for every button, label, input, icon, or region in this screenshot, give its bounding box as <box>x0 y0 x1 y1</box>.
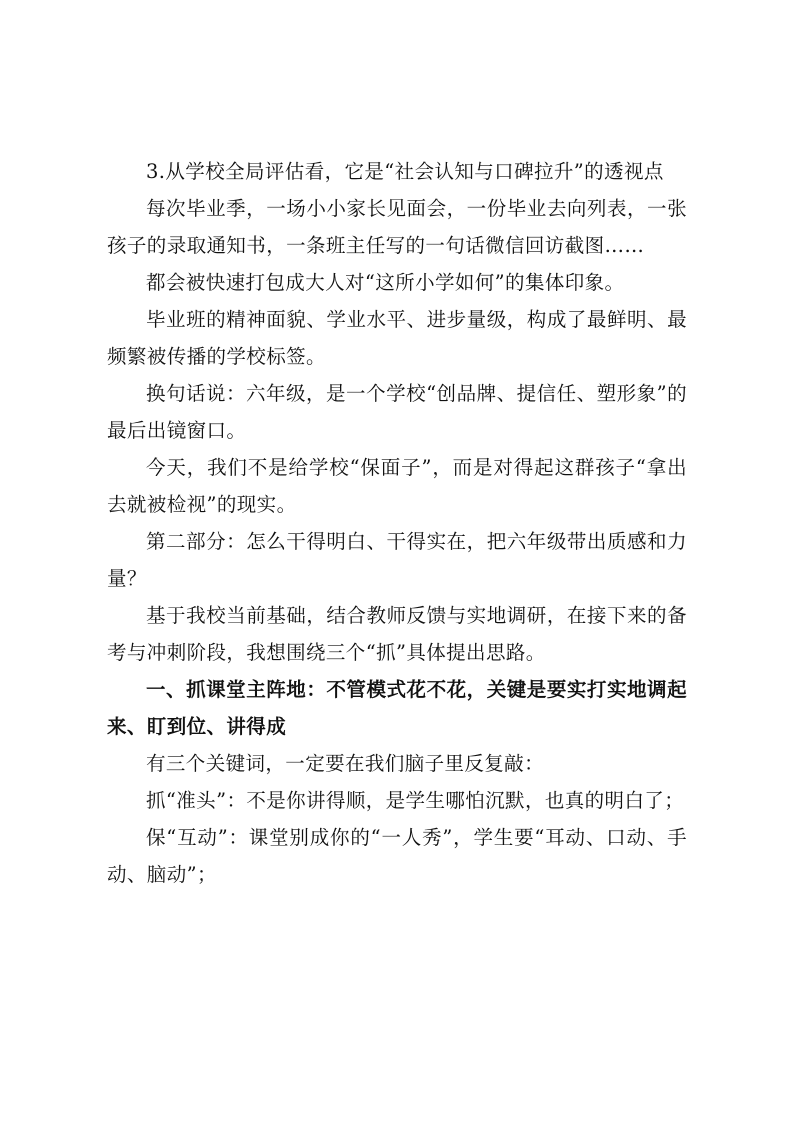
list-item-accuracy: 抓“准头”：不是你讲得顺，是学生哪怕沉默，也真的明白了； <box>146 789 685 812</box>
paragraph: 毕业班的精神面貌、学业水平、进步量级，构成了最鲜明、最频繁被传播的学校标签。 <box>107 308 687 368</box>
paragraph: 今天，我们不是给学校“保面子”，而是对得起这群孩子“拿出去就被检视”的现实。 <box>107 456 687 516</box>
document-body <box>107 153 687 893</box>
paragraph: 换句话说：六年级，是一个学校“创品牌、提信任、塑形象”的最后出镜窗口。 <box>107 382 687 442</box>
paragraph: 有三个关键词，一定要在我们脑子里反复敲： <box>146 752 545 775</box>
bold-heading-classroom: 一、抓课堂主阵地：不管模式花不花，关键是要实打实地调起来、盯到位、讲得成 <box>107 678 687 738</box>
paragraph: 都会被快速打包成大人对“这所小学如何”的集体印象。 <box>146 271 625 294</box>
paragraph: 基于我校当前基础，结合教师反馈与实地调研，在接下来的备考与冲刺阶段，我想围绕三个“抓”具体提出思路。 <box>107 604 687 664</box>
section-heading-part-two: 第二部分：怎么干得明白、干得实在，把六年级带出质感和力量？ <box>107 530 687 590</box>
paragraph-heading-3: 3.从学校全局评估看，它是“社会认知与口碑拉升”的透视点 <box>146 160 664 183</box>
paragraph: 每次毕业季，一场小小家长见面会，一份毕业去向列表，一张孩子的录取通知书，一条班主任写的一句话微信回访截图…… <box>107 197 687 257</box>
list-item-interaction: 保“互动”：课堂别成你的“一人秀”，学生要“耳动、口动、手动、脑动”； <box>107 826 687 886</box>
